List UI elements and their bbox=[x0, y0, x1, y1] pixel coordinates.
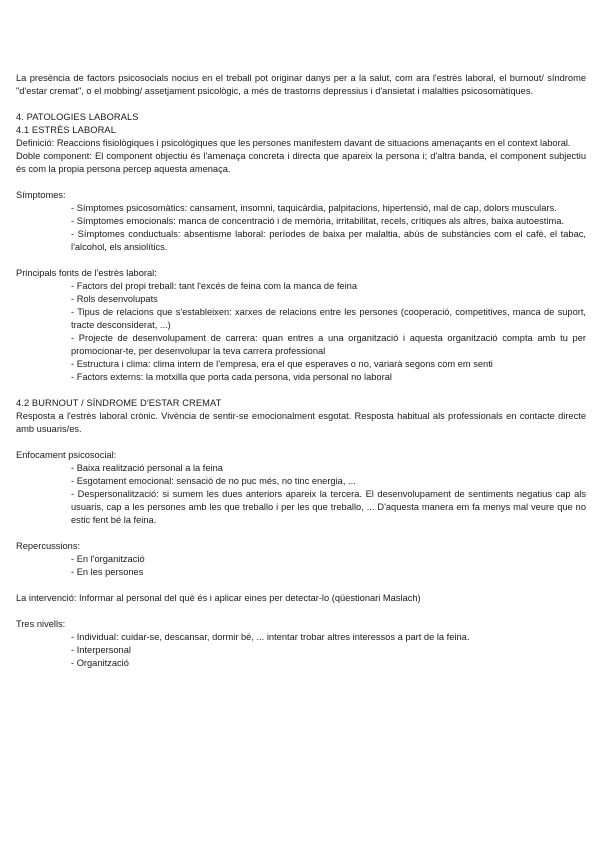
list-item: - Baixa realització personal a la feina bbox=[71, 462, 586, 475]
simptomes-block bbox=[16, 189, 586, 254]
fonts-block bbox=[16, 267, 586, 384]
nivells-block bbox=[16, 618, 586, 670]
list-item: - Organització bbox=[71, 657, 586, 670]
section-4-1-title: 4.1 ESTRÈS LABORAL bbox=[16, 125, 116, 135]
list-item: - Estructura i clima: clima intern de l'empresa, era el que esperaves o no, variarà segons com em senti bbox=[71, 358, 586, 371]
list-item: - Interpersonal bbox=[71, 644, 586, 657]
list-item: - En les persones bbox=[71, 566, 586, 579]
list-item: - Projecte de desenvolupament de carrera: quan entres a una organització i aquesta organització compta amb tu per promocionar-te, per desenvolupar la teva carrera professional bbox=[71, 332, 586, 358]
intervencio-paragraph: La intervenció: Informar al personal del què és i aplicar eines per detectar-lo (qüestionari Maslach) bbox=[16, 593, 421, 603]
nivells-list bbox=[16, 631, 586, 670]
section-4-2 bbox=[16, 397, 586, 436]
section-4 bbox=[16, 111, 586, 176]
list-item: - Rols desenvolupats bbox=[71, 293, 586, 306]
doble-component-paragraph: Doble component: El component objectiu és l'amenaça concreta i directa que apareix la persona i; d'altra banda, el component subjectiu és com la propia persona percep aquesta amenaça. bbox=[16, 151, 586, 174]
enfocament-list bbox=[16, 462, 586, 527]
simptomes-list bbox=[16, 202, 586, 254]
list-item: - En l'organització bbox=[71, 553, 586, 566]
list-item: - Esgotament emocional: sensació de no puc més, no tinc energia, ... bbox=[71, 475, 586, 488]
nivells-heading: Tres nivells: bbox=[16, 619, 66, 629]
intro-paragraph: La presència de factors psicosocials nocius en el treball pot originar danys per a la salut, com ara l'estrès laboral, el burnout/ síndrome "d'estar cremat", o el mobbing/ assetjament psicològic, a més de trastorns depressius i d'ansietat i malalties psicosomàtiques. bbox=[16, 73, 586, 96]
list-item: - Factors externs: la motxilla que porta cada persona, vida personal no laboral bbox=[71, 371, 586, 384]
list-item: - Símptomes emocionals: manca de concentració i de memòria, irritabilitat, recels, crítiques als altres, baixa autoestima. bbox=[71, 215, 586, 228]
section-4-title: 4. PATOLOGIES LABORALS bbox=[16, 112, 139, 122]
list-item: - Individual: cuidar-se, descansar, dormir bé, ... intentar trobar altres interessos a part de la feina. bbox=[71, 631, 586, 644]
fonts-heading: Principals fonts de l'estrès laboral: bbox=[16, 268, 157, 278]
list-item: - Tipus de relacions que s'estableixen: xarxes de relacions entre les persones (cooperació, competitives, manca de suport, tracte desconsiderat, ...) bbox=[71, 306, 586, 332]
list-item: - Símptomes psicosomàtics: cansament, insomni, taquicàrdia, palpitacions, hipertensió, mal de cap, dolors musculars. bbox=[71, 202, 586, 215]
simptomes-heading: Símptomes: bbox=[16, 190, 66, 200]
repercussions-heading: Repercussions: bbox=[16, 541, 81, 551]
list-item: - Símptomes conductuals: absentisme laboral: períodes de baixa per malaltia, abús de substàncies com el cafè, el tabac, l'alcohol, els ansiolítics. bbox=[71, 228, 586, 254]
definicio-paragraph: Definició: Reaccions fisiològiques i psicològiques que les persones manifestem davant de situacions amenaçants en el context laboral. bbox=[16, 138, 571, 148]
enfocament-heading: Enfocament psicosocial: bbox=[16, 450, 117, 460]
list-item: - Despersonalització: si sumem les dues anteriors apareix la tercera. El desenvolupament de sentiments negatius cap als usuaris, cap a les persones amb les que treballo i per les que treballo, ... D'aquesta manera em fa menys mal veure que no estic fent bé la feina. bbox=[71, 488, 586, 527]
burnout-definition: Resposta a l'estrès laboral crònic. Vivència de sentir-se emocionalment esgotat. Resposta habitual als professionals en contacte directe amb usuaris/es. bbox=[16, 411, 586, 434]
repercussions-list bbox=[16, 553, 586, 579]
document-body bbox=[16, 72, 586, 670]
repercussions-block bbox=[16, 540, 586, 579]
section-4-2-title: 4.2 BURNOUT / SÍNDROME D'ESTAR CREMAT bbox=[16, 398, 222, 408]
list-item: - Factors del propi treball: tant l'excés de feina com la manca de feina bbox=[71, 280, 586, 293]
fonts-list bbox=[16, 280, 586, 384]
intervencio-block bbox=[16, 592, 586, 605]
enfocament-block bbox=[16, 449, 586, 527]
